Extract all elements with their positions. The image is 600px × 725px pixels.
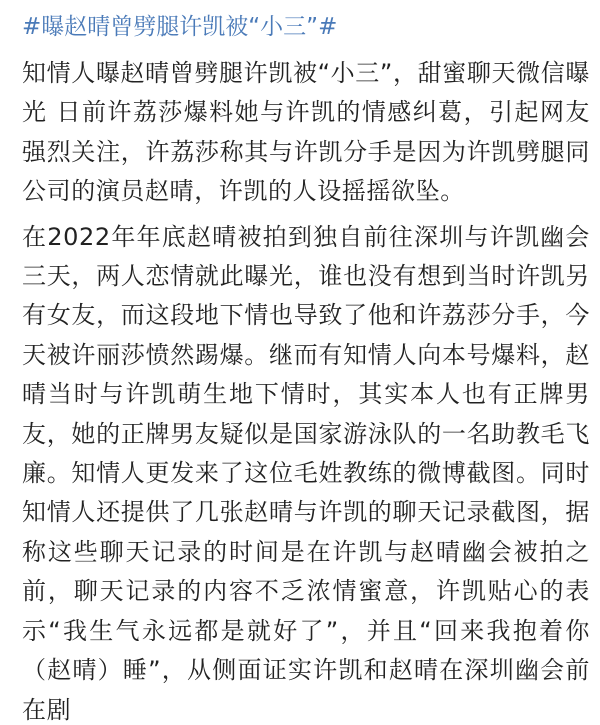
- topic-hashtag-link[interactable]: #曝赵晴曾劈腿许凯被“小三”#: [22, 14, 338, 40]
- post-paragraph-2: 在2022年年底赵晴被拍到独自前往深圳与许凯幽会三天，两人恋情就此曝光，谁也没有想到当时许凯另有女友，而这段地下情也导致了他和许荔莎分手，今天被许丽莎愤然踢爆。继而有知情人向本号爆料，赵晴当时与许凯萌生地下情时，其实本人也有正牌男友，她的正牌男友疑似是国家游泳队的一名助教毛飞廉。知情人更发来了这位毛姓教练的微博截图。同时知情人还提供了几张赵晴与许凯的聊天记录截图，据称这些聊天记录的时间是在许凯与赵晴幽会被拍之前，聊天记录的内容不乏浓情蜜意，许凯贴心的表示“我生气永远都是就好了”，并且“回来我抱着你（赵晴）睡”，从侧面证实许凯和赵晴在深圳幽会前在剧: [22, 222, 590, 724]
- post-paragraph-1: 知情人曝赵晴曾劈腿许凯被“小三”，甜蜜聊天微信曝光 日前许荔莎爆料她与许凯的情感纠葛，引起网友强烈关注，许荔莎称其与许凯分手是因为许凯劈腿同公司的演员赵晴，许凯的人设摇摇欲坠。: [22, 59, 590, 206]
